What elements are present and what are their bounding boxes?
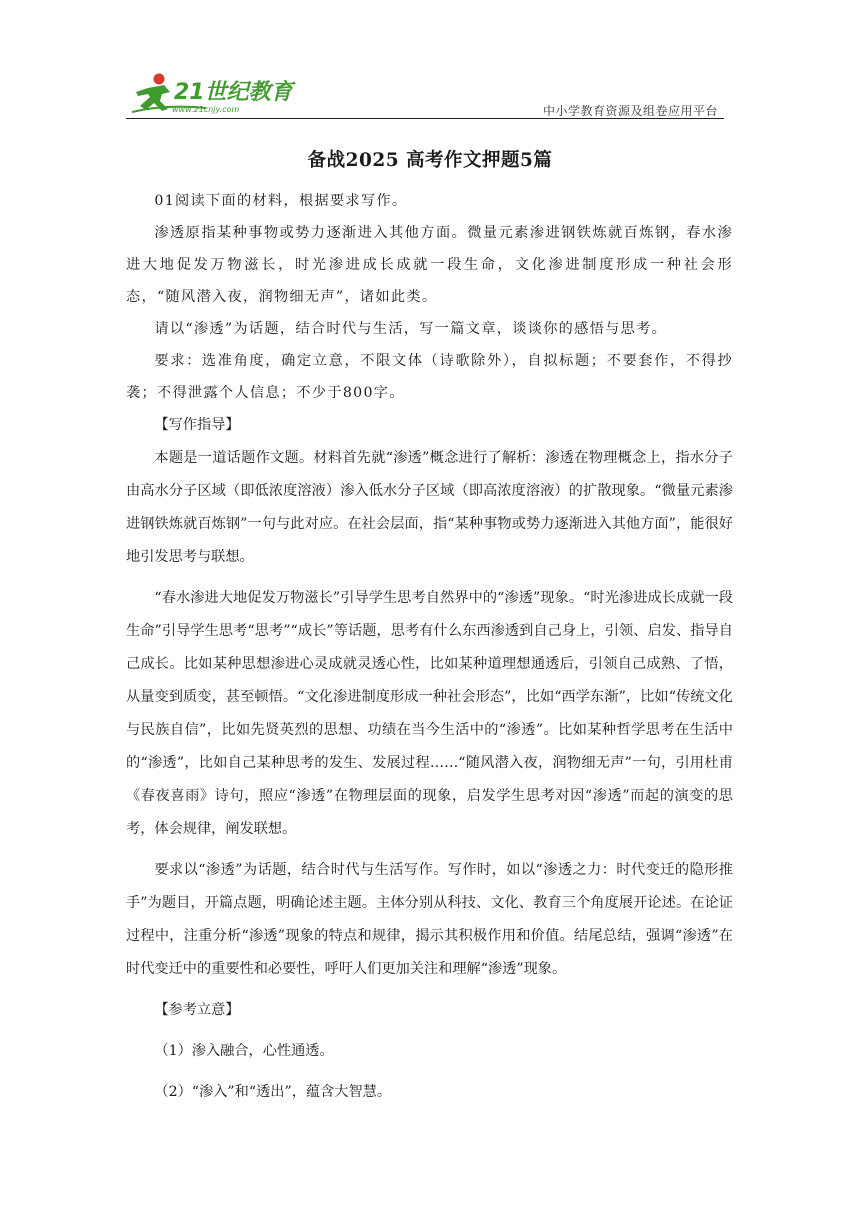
running-figure-logo-icon <box>126 68 296 118</box>
guidance-heading: 【写作指导】 <box>154 417 240 433</box>
guidance-paragraph: 本题是一道话题作文题。材料首先就“渗透”概念进行了解析：渗透在物理概念上，指水分子由高水分子区域（即低浓度溶液）渗入低水分子区域（即高浓度溶液）的扩散现象。“微量元素渗进钢铁炼就百炼钢”一句与此对应。在社会层面，指“某种事物或势力逐渐进入其他方面”，能很好地引发思考与联想。 <box>126 450 733 565</box>
reference-item: （2）“渗入”和“透出”，蕴含大智慧。 <box>154 1084 392 1100</box>
prompt-material: 渗透原指某种事物或势力逐渐进入其他方面。微量元素渗进钢铁炼就百炼钢，春水渗进大地促发万物滋长，时光渗进成长成就一段生命，文化渗进制度形成一种社会形态，“随风潜入夜，润物细无声”，诸如此类。 <box>126 225 733 305</box>
page-header <box>126 68 724 118</box>
logo-wordmark: 21世纪教育 <box>174 80 293 105</box>
platform-name: 中小学教育资源及组卷应用平台 <box>542 104 718 118</box>
site-logo[interactable] <box>126 68 296 118</box>
prompt-task: 请以“渗透”为话题，结合时代与生活，写一篇文章，谈谈你的感悟与思考。 <box>154 321 668 337</box>
guidance-paragraph: “春水渗进大地促发万物滋长”引导学生思考自然界中的“渗透”现象。“时光渗进成长成就一段生命”引导学生思考“思考”“成长”等话题，思考有什么东西渗透到自己身上，引领、启发、指导自己成长。比如某种思想渗进心灵成就灵透心性，比如某种道理想通透后，引领自己成熟、了悟，从量变到质变，甚至顿悟。“文化渗进制度形成一种社会形态”，比如“西学东渐”，比如“传统文化与民族自信”，比如先贤英烈的思想、功绩在当今生活中的“渗透”。比如某种哲学思考在生活中的“渗透”，比如自己某种思考的发生、发展过程……“随风潜入夜，润物细无声”一句，引用杜甫《春夜喜雨》诗句，照应“渗透”在物理层面的现象，启发学生思考对因“渗透”而起的演变的思考，体会规律，阐发联想。 <box>126 590 733 837</box>
prompt-intro: 01阅读下面的材料，根据要求写作。 <box>154 193 408 209</box>
reference-heading: 【参考立意】 <box>154 1002 240 1018</box>
document-body <box>126 185 733 1109</box>
guidance-paragraph: 要求以“渗透”为话题，结合时代与生活写作。写作时，如以“渗透之力：时代变迁的隐形推手”为题目，开篇点题，明确论述主题。主体分别从科技、文化、教育三个角度展开论述。在论证过程中，注重分析“渗透”现象的特点和规律，揭示其积极作用和价值。结尾总结，强调“渗透”在时代变迁中的重要性和必要性，呼吁人们更加关注和理解“渗透”现象。 <box>126 862 733 977</box>
prompt-requirements: 要求：选准角度，确定立意，不限文体（诗歌除外），自拟标题；不要套作，不得抄袭；不得泄露个人信息；不少于800字。 <box>126 353 733 401</box>
reference-item: （1）渗入融合，心性通透。 <box>154 1043 334 1059</box>
header-divider <box>126 118 724 119</box>
document-title: 备战2025 高考作文押题5篇 <box>307 150 553 171</box>
logo-url: www.21cnjy.com <box>172 105 240 114</box>
